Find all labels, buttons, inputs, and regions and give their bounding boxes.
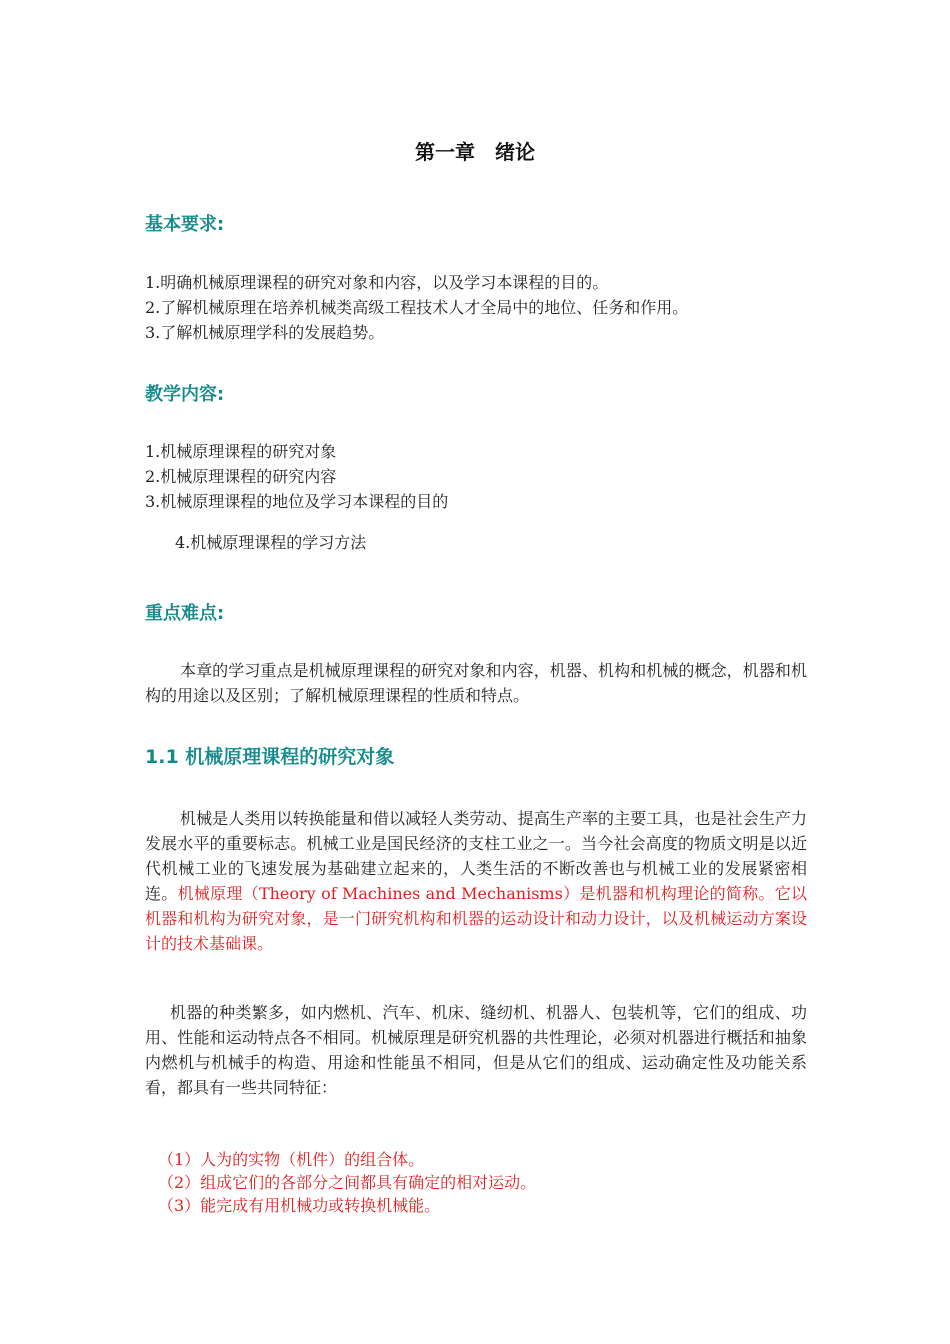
key-points-heading: 重点难点:: [145, 603, 225, 624]
list-item: （1）人为的实物（机件）的组合体。: [158, 1150, 425, 1169]
list-item: 3.机械原理课程的地位及学习本课程的目的: [145, 492, 449, 511]
list-item: 3.了解机械原理学科的发展趋势。: [145, 323, 385, 342]
list-item: 1.机械原理课程的研究对象: [145, 442, 337, 461]
list-item: 2.机械原理课程的研究内容: [145, 467, 337, 486]
teaching-content-list: [145, 439, 448, 514]
section-paragraph-1: [145, 806, 807, 956]
list-item: （2）组成它们的各部分之间都具有确定的相对运动。: [158, 1173, 537, 1192]
chapter-title: 第一章 绪论: [415, 140, 535, 164]
key-points-paragraph: 本章的学习重点是机械原理课程的研究对象和内容，机器、机构和机械的概念，机器和机构的用途以及区别；了解机械原理课程的性质和特点。: [145, 661, 807, 705]
paragraph-text: 机械是人类用以转换能量和借以减轻人类劳动、提高生产率的主要工具，也是社会生产力发展水平的重要标志。机械工业是国民经济的支柱工业之一。当今社会高度的物质文明是以近代机械工业的飞速发展为基础建立起来的，人类生活的不断改善也与机械工业的发展紧密相连。: [145, 809, 807, 903]
section-paragraph-2: 机器的种类繁多，如内燃机、汽车、机床、缝纫机、机器人、包装机等，它们的组成、功用、性能和运动特点各不相同。机械原理是研究机器的共性理论，必须对机器进行概括和抽象 内燃机与机械手的构造、用途和性能虽不相同，但是从它们的组成、运动确定性及功能关系看，都具有一些共同特征：: [145, 1003, 824, 1097]
list-item: 1.明确机械原理课程的研究对象和内容，以及学习本课程的目的。: [145, 273, 609, 292]
basic-requirements-list: [145, 270, 688, 345]
teaching-content-heading: 教学内容:: [145, 384, 225, 405]
section-heading: 1.1 机械原理课程的研究对象: [145, 746, 395, 768]
features-list: [158, 1148, 536, 1217]
list-item: 4.机械原理课程的学习方法: [175, 533, 367, 552]
list-item: （3）能完成有用机械功或转换机械能。: [158, 1196, 441, 1215]
emphasis-text: 机械原理（Theory of Machines and Mechanisms）是机器和机构理论的简称。它以机器和机构为研究对象，是一门研究机构和机器的运动设计和动力设计，以及机械运动方案设计的技术基础课。: [145, 884, 807, 953]
basic-requirements-heading: 基本要求:: [145, 214, 225, 235]
list-item: 2.了解机械原理在培养机械类高级工程技术人才全局中的地位、任务和作用。: [145, 298, 689, 317]
